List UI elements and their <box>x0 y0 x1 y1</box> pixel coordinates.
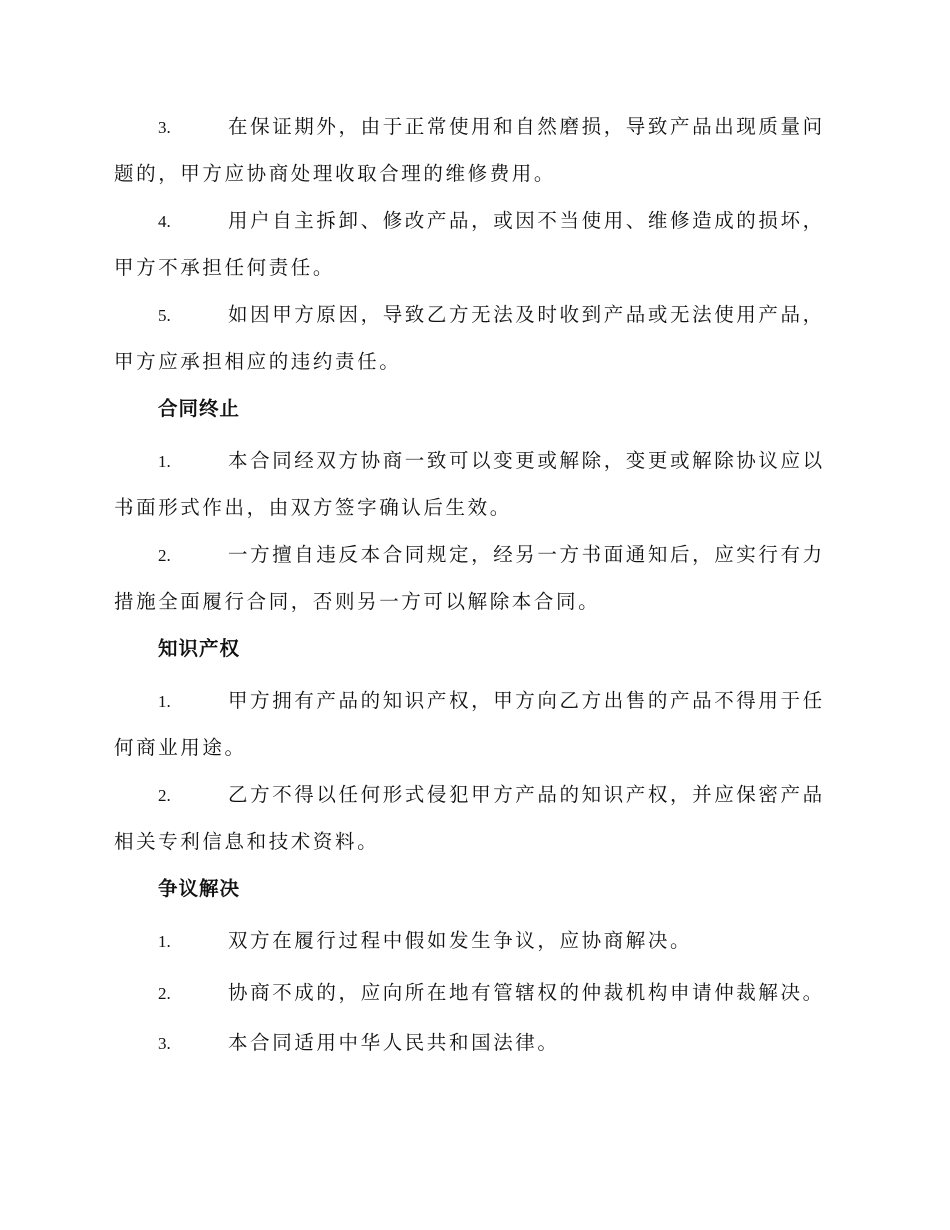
section-heading: 合同终止 <box>158 397 241 420</box>
item-number: 2. <box>158 786 171 805</box>
list-item <box>114 1020 834 1067</box>
section-heading: 争议解决 <box>158 877 241 900</box>
item-text: 本合同适用中华人民共和国法律。 <box>228 1031 560 1054</box>
item-text: 用户自主拆卸、修改产品，或因不当使用、维修造成的损坏，甲方不承担任何责任。 <box>114 209 825 279</box>
list-item <box>114 438 834 531</box>
item-number: 5. <box>158 306 171 325</box>
list-item <box>114 532 834 625</box>
list-item <box>114 104 834 197</box>
list-item <box>114 292 834 385</box>
item-text: 一方擅自违反本合同规定，经另一方书面通知后，应实行有力措施全面履行合同，否则另一方可以解除本合同。 <box>114 543 825 613</box>
item-text: 本合同经双方协商一致可以变更或解除，变更或解除协议应以书面形式作出，由双方签字确认后生效。 <box>114 449 825 519</box>
item-text: 协商不成的，应向所在地有管辖权的仲裁机构申请仲裁解决。 <box>228 981 825 1004</box>
item-number: 2. <box>158 546 171 565</box>
item-text: 双方在履行过程中假如发生争议，应协商解决。 <box>228 929 693 952</box>
item-text: 在保证期外，由于正常使用和自然磨损，导致产品出现质量问题的，甲方应协商处理收取合理的维修费用。 <box>114 115 825 185</box>
item-number: 1. <box>158 452 171 471</box>
list-item <box>114 198 834 291</box>
item-number: 1. <box>158 932 171 951</box>
section-heading: 知识产权 <box>158 637 241 660</box>
item-number: 3. <box>158 118 171 137</box>
list-item <box>114 772 834 865</box>
item-number: 4. <box>158 212 171 231</box>
item-number: 3. <box>158 1034 171 1053</box>
list-item <box>114 970 834 1017</box>
item-text: 甲方拥有产品的知识产权，甲方向乙方出售的产品不得用于任何商业用途。 <box>114 689 825 759</box>
item-text: 乙方不得以任何形式侵犯甲方产品的知识产权，并应保密产品相关专利信息和技术资料。 <box>114 783 825 853</box>
item-text: 如因甲方原因，导致乙方无法及时收到产品或无法使用产品，甲方应承担相应的违约责任。 <box>114 303 825 373</box>
item-number: 2. <box>158 984 171 1003</box>
item-number: 1. <box>158 692 171 711</box>
list-item <box>114 678 834 771</box>
list-item <box>114 918 834 965</box>
